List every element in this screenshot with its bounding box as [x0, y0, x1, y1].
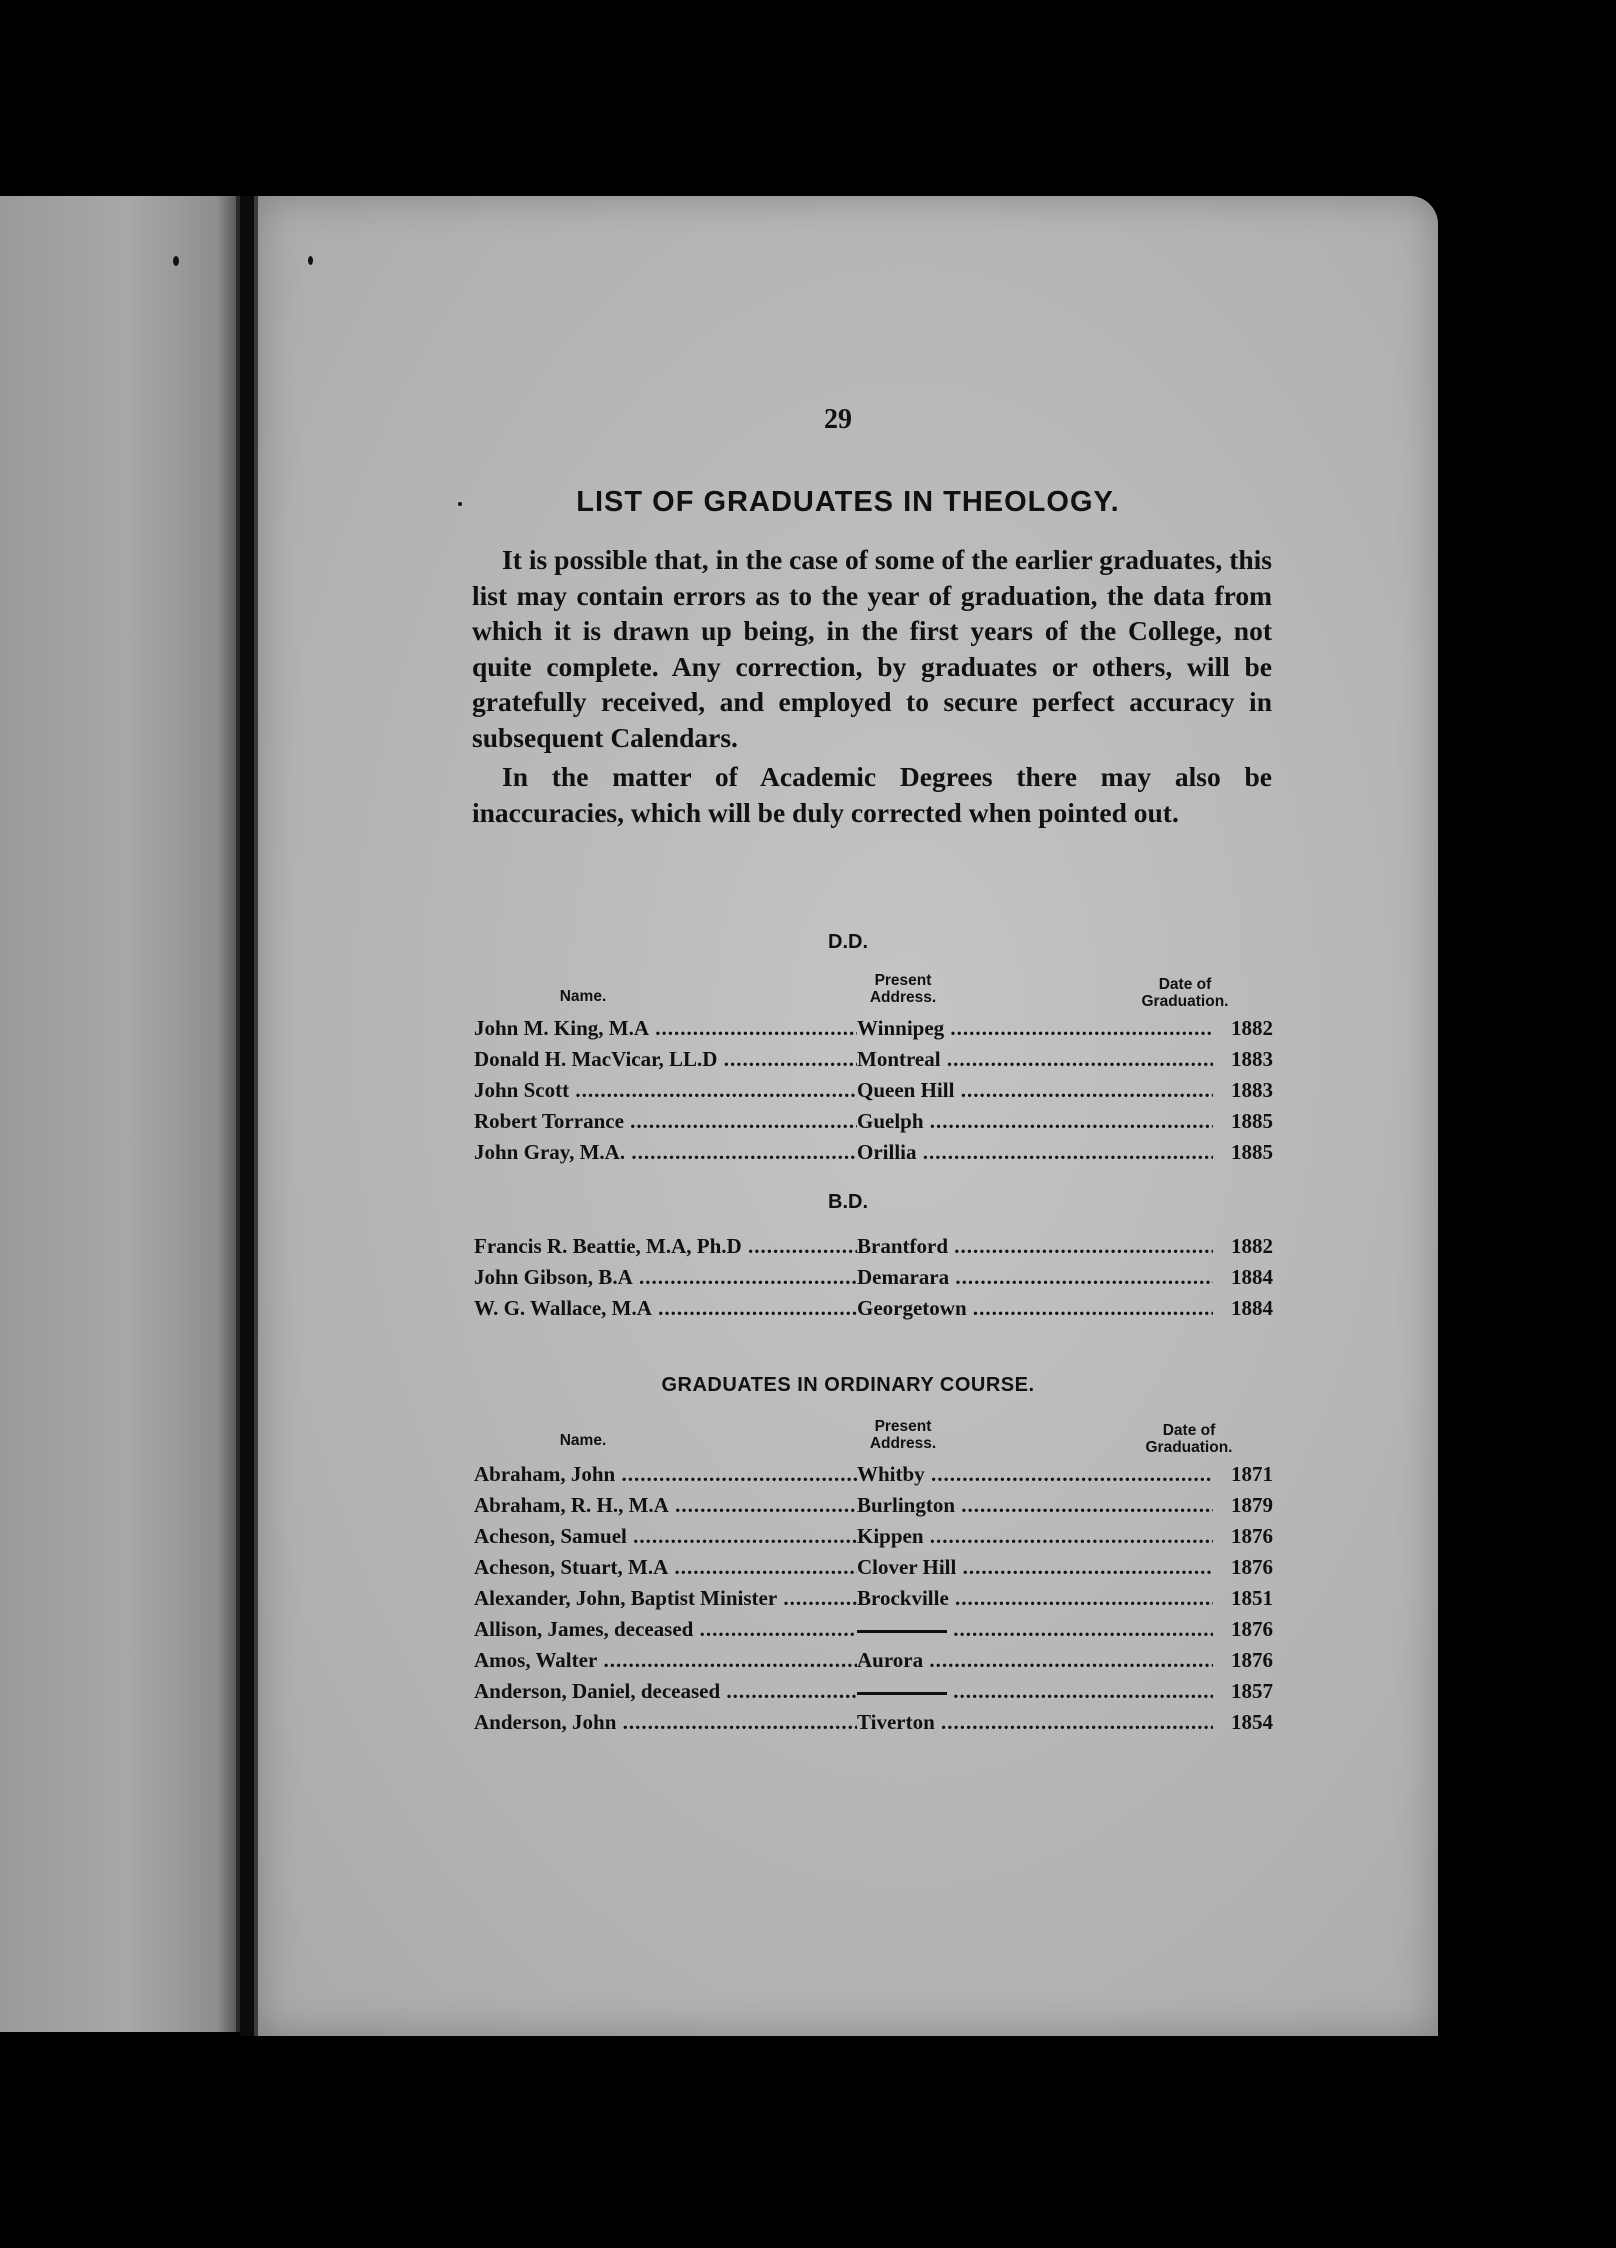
dd-address: Montreal .....	[857, 1047, 1213, 1072]
dd-name: John M. King, M.A .....	[474, 1016, 857, 1041]
dd-year: 1885	[1231, 1140, 1273, 1164]
dd-address: Queen Hill .....	[857, 1078, 1213, 1103]
bd-year: 1884	[1231, 1296, 1273, 1320]
page-number: 29	[824, 404, 852, 435]
ordinary-row	[474, 1493, 1274, 1524]
ordinary-table	[474, 1462, 1274, 1741]
ordinary-name: Allison, James, deceased .....	[474, 1617, 857, 1642]
bd-address: Georgetown .....	[857, 1296, 1213, 1321]
ordinary-heading: GRADUATES IN ORDINARY COURSE.	[661, 1374, 1035, 1396]
dd-address: Guelph .....	[857, 1109, 1213, 1134]
intro-paragraph: It is possible that, in the case of some of the earlier graduates, this list may contain errors as to the year of graduation, the data from which it is drawn up being, in the first years of the College, not quite complete. Any correction, by graduates or others, will be gratefully received, and employed to secure perfect accuracy in subsequent Calendars.	[472, 544, 1272, 753]
ordinary-year: 1876	[1231, 1555, 1273, 1579]
ordinary-row	[474, 1555, 1274, 1586]
dd-year: 1882	[1231, 1016, 1273, 1040]
dd-heading: D.D.	[828, 931, 868, 953]
ordinary-name: Acheson, Samuel .....	[474, 1524, 857, 1549]
dd-year: 1885	[1231, 1109, 1273, 1133]
ordinary-year: 1854	[1231, 1710, 1273, 1734]
ordinary-col-name: Name.	[559, 1432, 607, 1449]
ordinary-col-date: Date of Graduation.	[1145, 1422, 1233, 1456]
dd-row	[474, 1109, 1274, 1140]
ordinary-row	[474, 1679, 1274, 1710]
facing-page	[0, 196, 240, 2032]
bd-row	[474, 1265, 1274, 1296]
dd-address: Winnipeg .....	[857, 1016, 1213, 1041]
dd-col-address: Present Address.	[869, 972, 937, 1006]
dd-col-name: Name.	[559, 988, 607, 1005]
dd-name: Robert Torrance .....	[474, 1109, 857, 1134]
ordinary-year: 1876	[1231, 1617, 1273, 1641]
bd-row	[474, 1296, 1274, 1327]
dd-table	[474, 1016, 1274, 1171]
ordinary-address	[857, 1617, 1213, 1642]
ordinary-address: Kippen .....	[857, 1524, 1213, 1549]
dd-row	[474, 1016, 1274, 1047]
address-dash-rule	[857, 1630, 947, 1633]
dd-year: 1883	[1231, 1078, 1273, 1102]
address-dash-rule	[857, 1692, 947, 1695]
dd-name: John Scott .....	[474, 1078, 857, 1103]
ordinary-name: Amos, Walter .....	[474, 1648, 857, 1673]
dd-row	[474, 1140, 1274, 1171]
ordinary-address: Clover Hill .....	[857, 1555, 1213, 1580]
dd-address: Orillia .....	[857, 1140, 1213, 1165]
bd-year: 1884	[1231, 1265, 1273, 1289]
dd-year: 1883	[1231, 1047, 1273, 1071]
ordinary-year: 1876	[1231, 1524, 1273, 1548]
ordinary-name: Anderson, Daniel, deceased .....	[474, 1679, 857, 1704]
bd-year: 1882	[1231, 1234, 1273, 1258]
ordinary-row	[474, 1524, 1274, 1555]
dd-row	[474, 1078, 1274, 1109]
bd-address: Brantford .....	[857, 1234, 1213, 1259]
dd-row	[474, 1047, 1274, 1078]
dd-name: John Gray, M.A. .....	[474, 1140, 857, 1165]
bd-address: Demarara .....	[857, 1265, 1213, 1290]
document-page	[254, 196, 1438, 2036]
ordinary-name: Acheson, Stuart, M.A .....	[474, 1555, 857, 1580]
scan-speck	[458, 502, 462, 506]
bd-name: W. G. Wallace, M.A .....	[474, 1296, 857, 1321]
ordinary-row	[474, 1586, 1274, 1617]
ordinary-year: 1871	[1231, 1462, 1273, 1486]
bd-heading: B.D.	[828, 1191, 868, 1213]
ordinary-col-address: Present Address.	[869, 1418, 937, 1452]
ordinary-row	[474, 1710, 1274, 1741]
ordinary-address: Tiverton .....	[857, 1710, 1213, 1735]
bd-row	[474, 1234, 1274, 1265]
bd-name: Francis R. Beattie, M.A, Ph.D .....	[474, 1234, 857, 1259]
scan-speck	[308, 256, 313, 265]
dd-name: Donald H. MacVicar, LL.D .....	[474, 1047, 857, 1072]
bd-name: John Gibson, B.A .....	[474, 1265, 857, 1290]
ordinary-row	[474, 1617, 1274, 1648]
ordinary-name: Alexander, John, Baptist Minister .....	[474, 1586, 857, 1611]
dd-col-date: Date of Graduation.	[1141, 976, 1229, 1010]
ordinary-year: 1879	[1231, 1493, 1273, 1517]
page-title: LIST OF GRADUATES IN THEOLOGY.	[576, 486, 1120, 518]
ordinary-name: Abraham, R. H., M.A .....	[474, 1493, 857, 1518]
ordinary-name: Anderson, John .....	[474, 1710, 857, 1735]
intro-text	[472, 542, 1272, 834]
ordinary-address: Whitby .....	[857, 1462, 1213, 1487]
ordinary-year: 1857	[1231, 1679, 1273, 1703]
ordinary-address: Brockville .....	[857, 1586, 1213, 1611]
ordinary-name: Abraham, John .....	[474, 1462, 857, 1487]
ordinary-address	[857, 1679, 1213, 1704]
ordinary-row	[474, 1648, 1274, 1679]
intro-paragraph: In the matter of Academic Degrees there may also be inaccuracies, which will be duly corrected when pointed out.	[472, 761, 1272, 828]
bd-table	[474, 1234, 1274, 1327]
ordinary-year: 1876	[1231, 1648, 1273, 1672]
page-gutter	[240, 196, 254, 2036]
ordinary-year: 1851	[1231, 1586, 1273, 1610]
ordinary-address: Aurora .....	[857, 1648, 1213, 1673]
scan-speck	[173, 256, 179, 266]
ordinary-row	[474, 1462, 1274, 1493]
ordinary-address: Burlington .....	[857, 1493, 1213, 1518]
